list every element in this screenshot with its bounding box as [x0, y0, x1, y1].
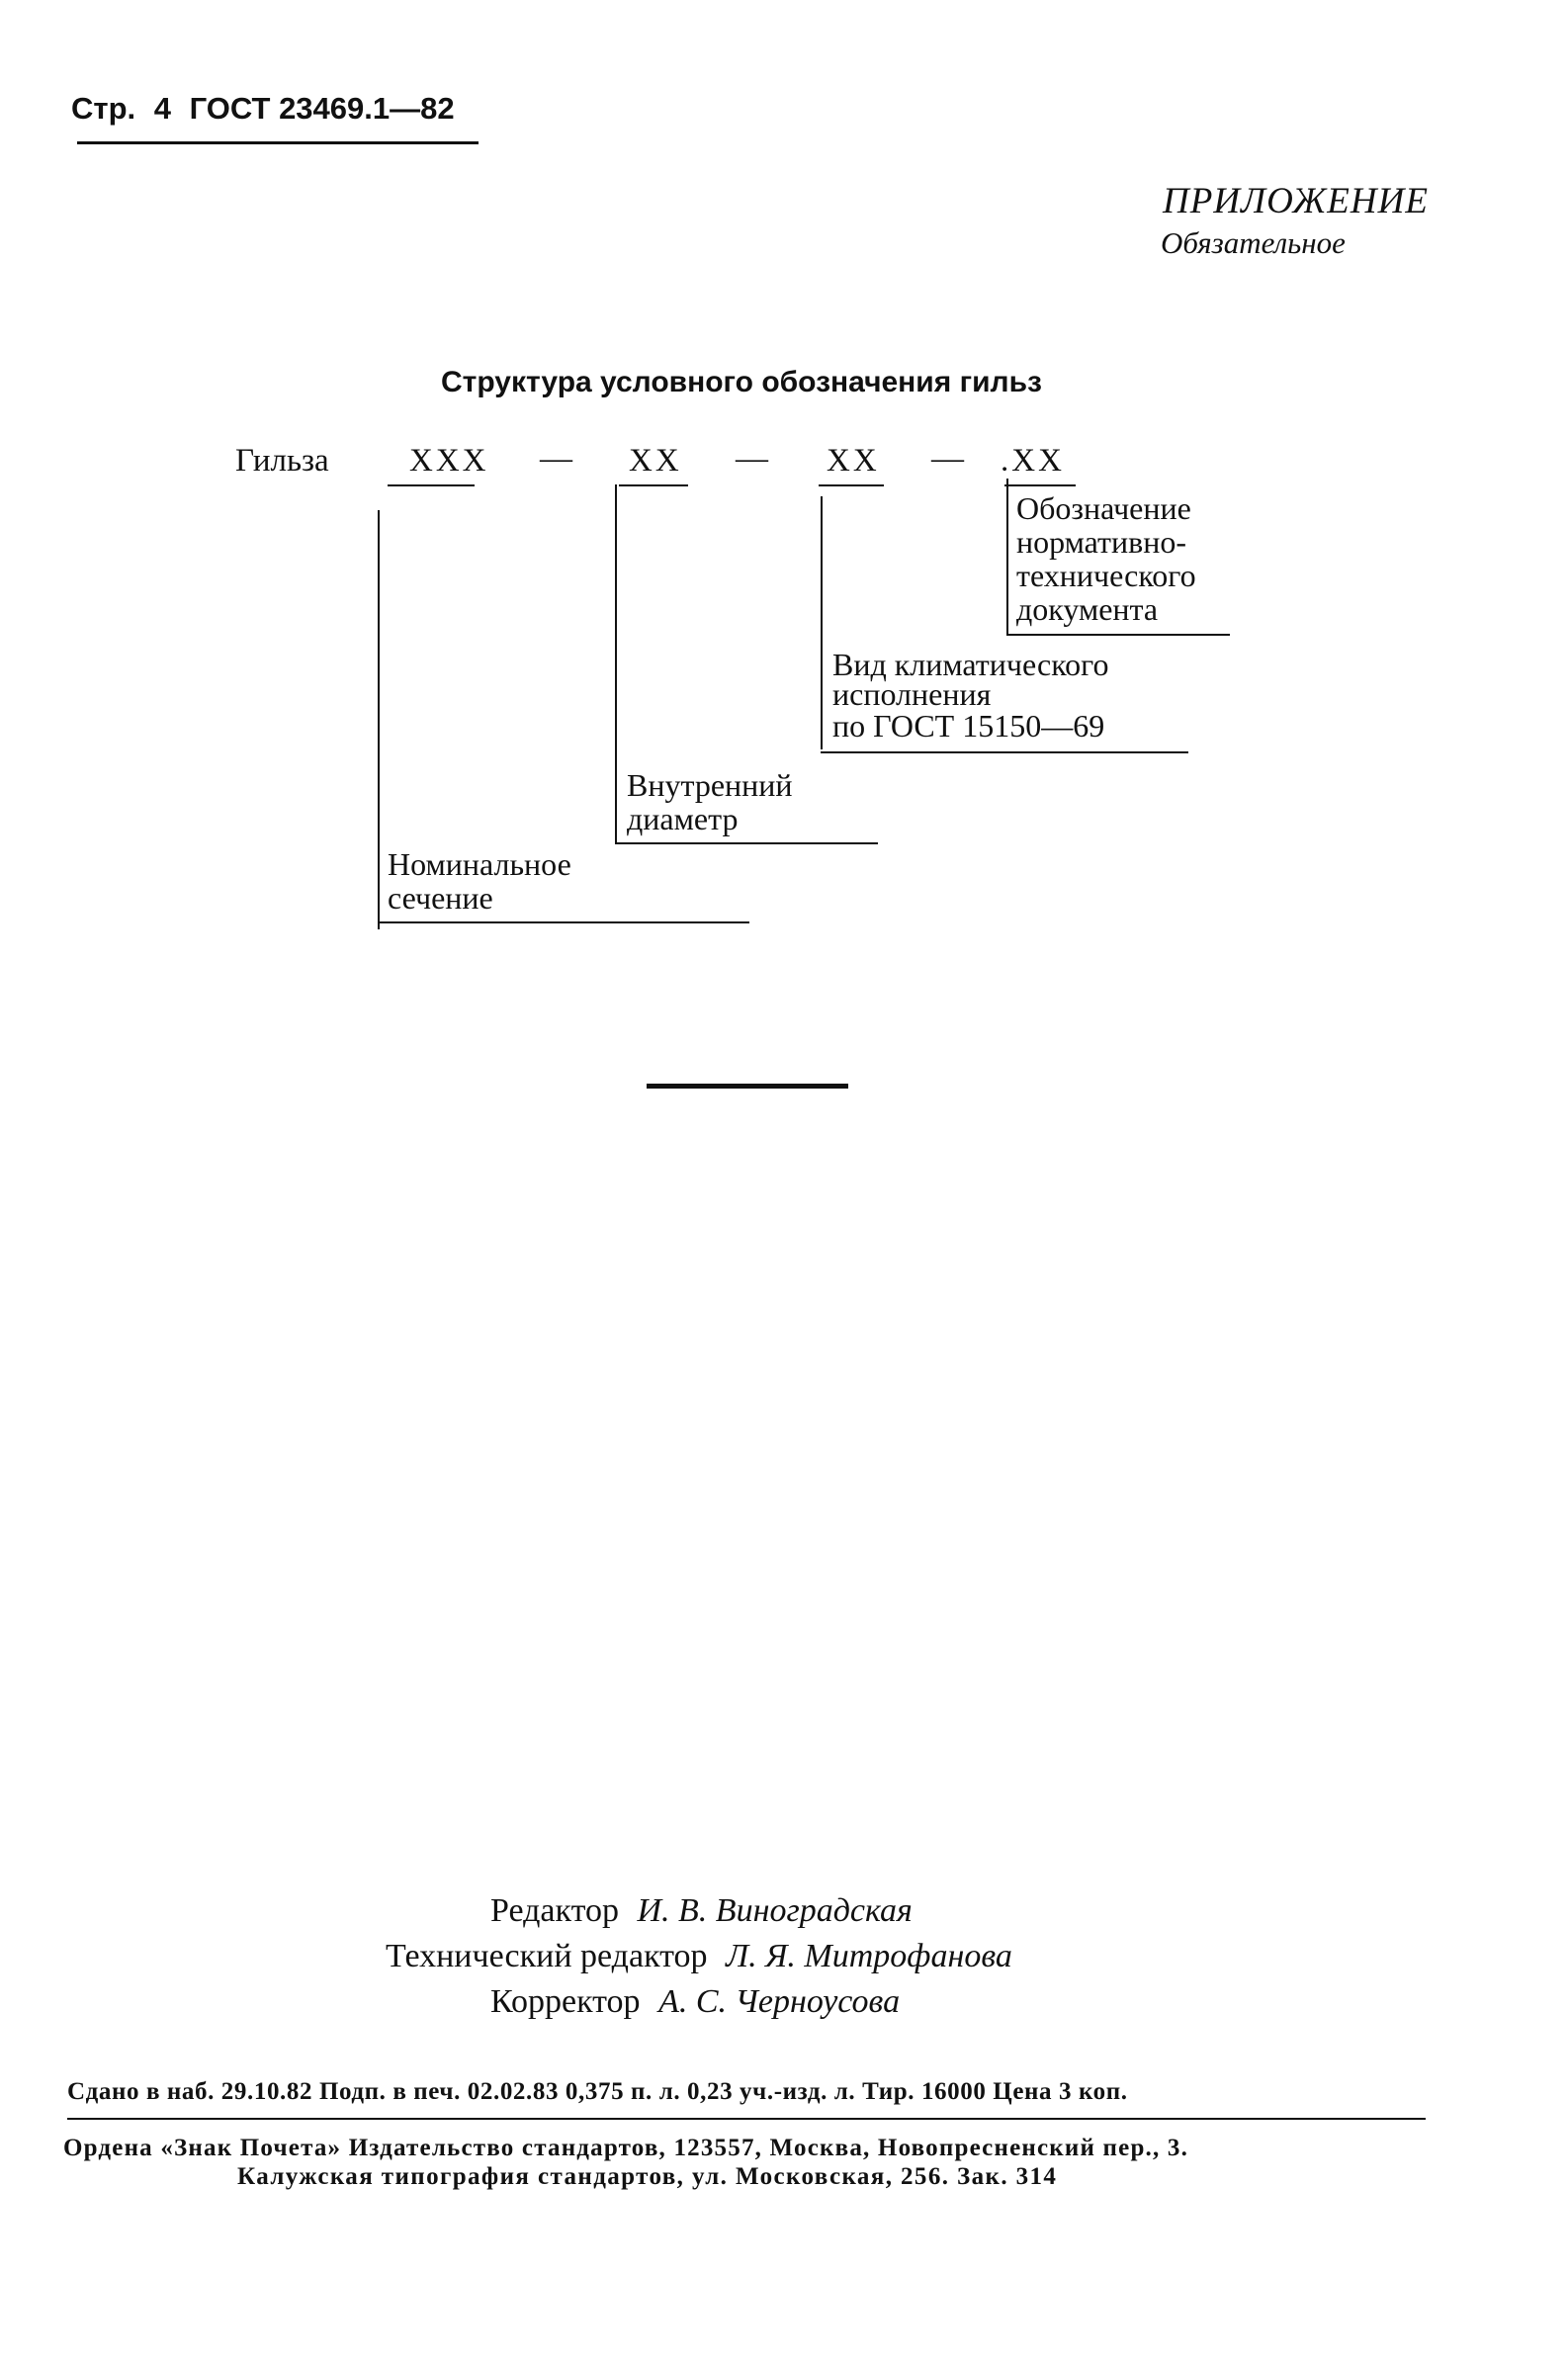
- label-normative-doc-line-1: Обозначение: [1016, 490, 1191, 526]
- dash-2: —: [736, 441, 768, 477]
- label-climatic-rule: [821, 751, 1188, 753]
- code-climatic: XX: [827, 443, 880, 479]
- label-nominal-section-line-2: сечение: [388, 880, 493, 916]
- label-climatic-line-3: по ГОСТ 15150—69: [832, 708, 1105, 744]
- label-normative-doc-line-3: технического: [1016, 558, 1196, 593]
- running-header: [71, 91, 455, 127]
- page-number: 4: [153, 91, 171, 126]
- code-inner-diameter: XX: [629, 443, 682, 479]
- label-nominal-section: [388, 847, 571, 915]
- code-underline-2: [619, 484, 688, 486]
- publisher-info: Ордена «Знак Почета» Издательство стандартов, 123557, Москва, Новопресненский пер., 3.: [63, 2135, 1189, 2161]
- diagram-title: Структура условного обозначения гильз: [441, 366, 1042, 398]
- credit-tech-editor: [386, 1938, 1012, 1975]
- label-climatic: [832, 648, 1108, 743]
- label-normative-doc: [1016, 491, 1196, 626]
- credit-editor: [490, 1892, 913, 1930]
- credit-corrector-role: Корректор: [490, 1983, 641, 2020]
- leader-normative-doc: [1006, 479, 1008, 635]
- label-normative-doc-line-4: документа: [1016, 591, 1159, 627]
- credit-tech-editor-name: Л. Я. Митрофанова: [726, 1938, 1012, 1974]
- credit-editor-role: Редактор: [490, 1892, 619, 1929]
- label-normative-doc-line-2: нормативно-: [1016, 524, 1187, 560]
- code-nominal-section: XXX: [409, 443, 489, 479]
- label-nominal-section-rule: [378, 921, 749, 923]
- label-inner-diameter-line-2: диаметр: [627, 801, 739, 836]
- appendix-status: Обязательное: [1161, 225, 1346, 260]
- page-label: Стр.: [71, 91, 136, 126]
- code-normative-doc: .XX: [1001, 443, 1065, 479]
- label-normative-doc-rule: [1006, 634, 1230, 636]
- label-climatic-line-2: исполнения: [832, 676, 992, 712]
- leader-nominal-section: [378, 510, 380, 929]
- label-inner-diameter-rule: [615, 842, 878, 844]
- dash-3: —: [931, 441, 964, 477]
- leader-climatic: [821, 496, 823, 749]
- code-underline-3: [819, 484, 884, 486]
- standard-number: ГОСТ 23469.1—82: [189, 91, 455, 126]
- credit-tech-editor-role: Технический редактор: [386, 1938, 708, 1974]
- prefix-label: Гильза: [235, 443, 329, 479]
- code-underline-1: [388, 484, 475, 486]
- label-nominal-section-line-1: Номинальное: [388, 846, 571, 882]
- print-info: Сдано в наб. 29.10.82 Подп. в печ. 02.02.83 0,375 п. л. 0,23 уч.-изд. л. Тир. 16000 Цена 3 коп.: [67, 2078, 1128, 2105]
- label-climatic-line-1: Вид климатического: [832, 647, 1109, 682]
- credit-corrector-name: А. С. Черноусова: [658, 1983, 901, 2020]
- printer-info: Калужская типография стандартов, ул. Московская, 256. Зак. 314: [237, 2163, 1058, 2190]
- credit-editor-name: И. В. Виноградская: [637, 1892, 913, 1929]
- leader-inner-diameter: [615, 484, 617, 842]
- appendix-title: ПРИЛОЖЕНИЕ: [1163, 181, 1429, 221]
- label-inner-diameter-line-1: Внутренний: [627, 767, 793, 803]
- credit-corrector: [490, 1983, 900, 2021]
- dash-1: —: [540, 441, 572, 477]
- label-inner-diameter: [627, 768, 793, 835]
- header-rule: [77, 141, 479, 144]
- code-underline-4: [1004, 484, 1076, 486]
- end-separator: [647, 1084, 848, 1089]
- imprint-rule: [67, 2118, 1426, 2120]
